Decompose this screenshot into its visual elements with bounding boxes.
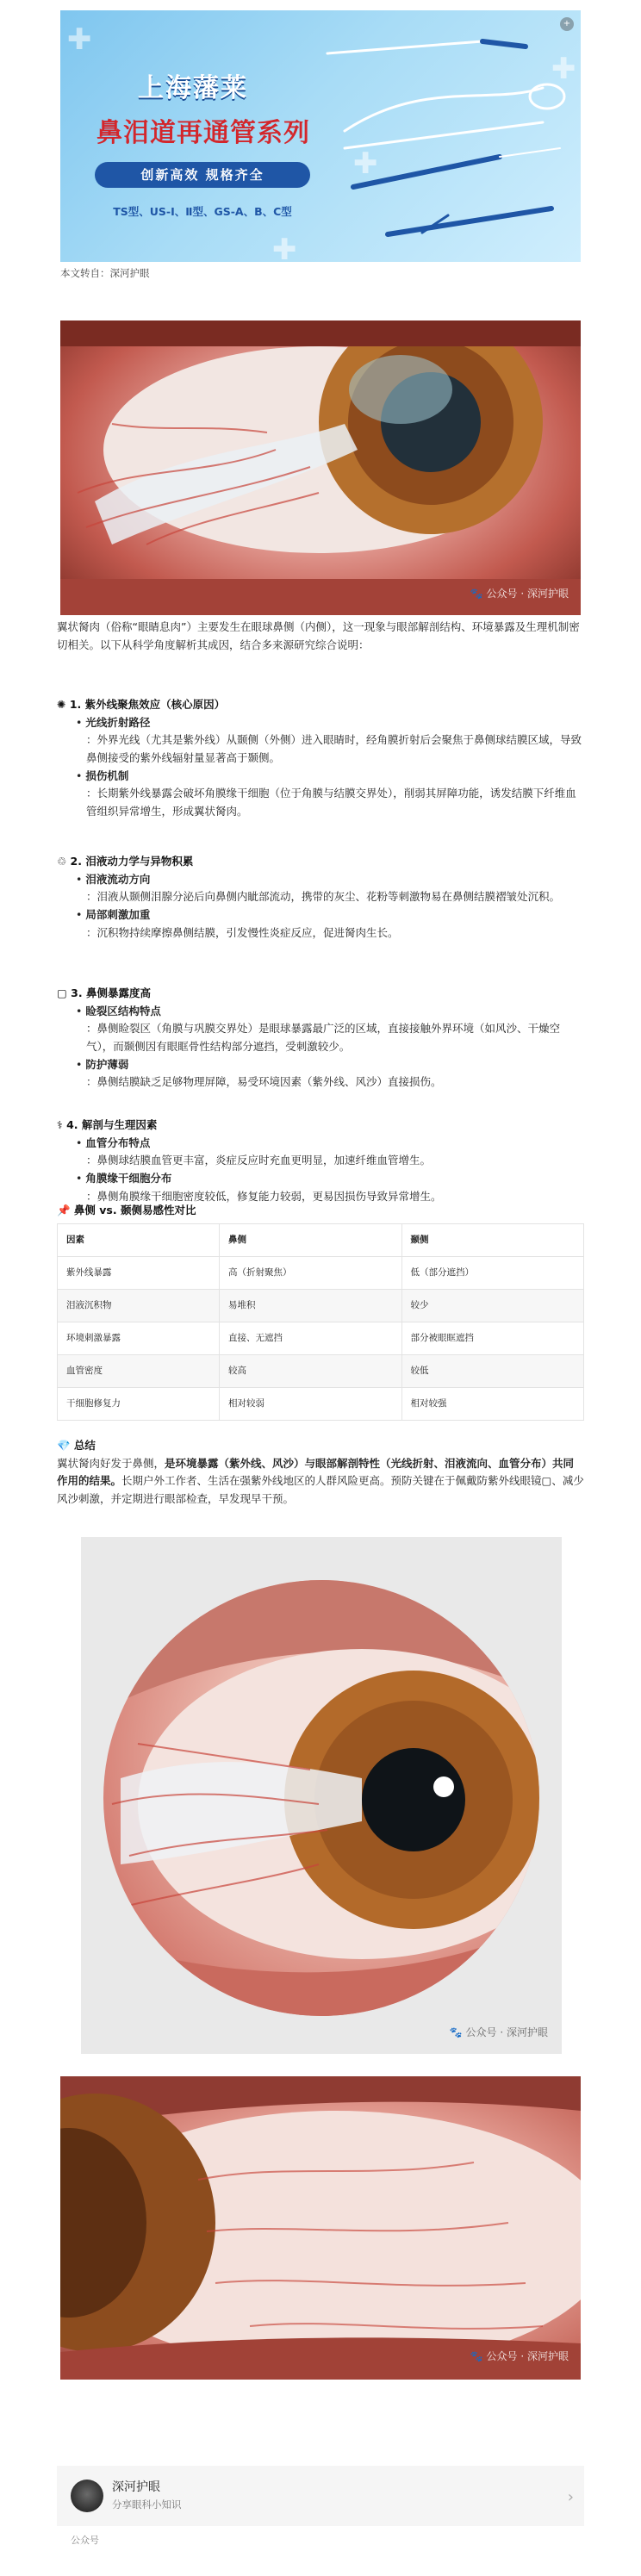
- section-4-item-title: 血管分布特点: [85, 1136, 151, 1149]
- table-cell: 高（折射聚焦）: [220, 1257, 402, 1290]
- section-1-item-title: 光线折射路径: [85, 715, 151, 729]
- section-1-item: • 光线折射路径: [76, 715, 151, 729]
- watermark-label: 🐾 公众号 · 深河护眼: [449, 2026, 548, 2039]
- table-header-cell: 因素: [58, 1224, 220, 1257]
- table-row: [58, 1322, 584, 1355]
- banner-tagline: 创新高效 规格齐全: [95, 162, 310, 188]
- eye-illustration: [103, 1580, 539, 2016]
- summary-text-b: 长期户外工作者、生活在强紫外线地区的人群风险更高。预防关键在于佩戴防紫外线眼镜▢、减少风沙刺激，并定期进行眼部检查，早发现早干预。: [57, 1474, 584, 1505]
- author-description: 分享眼科小知识: [112, 2498, 182, 2511]
- compare-heading: 📌 鼻侧 vs. 颞侧易感性对比: [57, 1204, 196, 1216]
- cross-decoration-icon: ✚: [551, 52, 576, 86]
- table-cell: 相对较强: [401, 1388, 584, 1421]
- table-cell: 泪液沉积物: [58, 1290, 220, 1322]
- table-row: [58, 1388, 584, 1421]
- summary-text-bold: 是环境暴露（紫外线、风沙）与眼部解剖特性（光线折射、泪液流向、血管分布）共同作用的结果。: [57, 1456, 575, 1488]
- eye-photo-pterygium: [60, 320, 581, 615]
- eye-photo-closeup: [60, 2076, 581, 2380]
- section-4-item: • 角膜缘干细胞分布: [76, 1171, 172, 1185]
- table-cell: 相对较弱: [220, 1388, 402, 1421]
- banner-series-title: 鼻泪道再通管系列: [96, 118, 310, 148]
- section-3-heading: ▢ 3. 鼻侧暴露度高: [57, 986, 151, 999]
- section-1-item: • 损伤机制: [76, 768, 129, 782]
- cross-decoration-icon: ✚: [353, 146, 378, 181]
- table-cell: 紫外线暴露: [58, 1257, 220, 1290]
- section-4-heading: ⚕ 4. 解剖与生理因素: [57, 1118, 158, 1131]
- footer-label: 公众号: [71, 2535, 99, 2546]
- section-4-item-text: ：鼻侧角膜缘干细胞密度较低，修复能力较弱，更易因损伤导致异常增生。: [86, 1189, 442, 1203]
- table-cell: 较少: [401, 1290, 584, 1322]
- section-3-item: • 防护薄弱: [76, 1057, 129, 1071]
- table-cell: 干细胞修复力: [58, 1388, 220, 1421]
- section-2: [57, 853, 584, 942]
- summary-text-a: 翼状胬肉好发于鼻侧，: [57, 1456, 165, 1470]
- section-2-item: • 局部刺激加重: [76, 907, 151, 921]
- eye-photo-circular: [81, 1537, 562, 2054]
- intro-paragraph: 翼状胬肉（俗称“眼睛息肉”）主要发生在眼球鼻侧（内侧），这一现象与眼部解剖结构、环境暴露及生理机制密切相关。以下从科学角度解析其成因，结合多来源研究综合说明：: [57, 620, 580, 651]
- section-2-heading: ♲ 2. 泪液动力学与异物积累: [57, 855, 194, 868]
- section-1: [57, 696, 584, 820]
- author-name[interactable]: 深河护眼: [112, 2480, 160, 2494]
- watermark-label: 🐾 公众号 · 深河护眼: [470, 2350, 569, 2363]
- section-4-item-text: ：鼻侧球结膜血管更丰富，炎症反应时充血更明显，加速纤维血管增生。: [86, 1154, 432, 1167]
- table-cell: 易堆积: [220, 1290, 402, 1322]
- banner-brand: 上海藩莱: [138, 73, 248, 103]
- author-card[interactable]: [57, 2466, 584, 2526]
- section-3-item: • 睑裂区结构特点: [76, 1004, 161, 1017]
- summary: [57, 1437, 584, 1509]
- section-4: [57, 1117, 584, 1205]
- section-2-item-text: ：沉积物持续摩擦鼻侧结膜，引发慢性炎症反应，促进胬肉生长。: [86, 925, 399, 939]
- summary-heading: 💎 总结: [57, 1439, 96, 1452]
- section-1-heading: ✺ 1. 紫外线聚焦效应（核心原因）: [57, 698, 226, 711]
- table-header-cell: 颞侧: [401, 1224, 584, 1257]
- table-cell: 环境刺激暴露: [58, 1322, 220, 1355]
- ad-banner[interactable]: [60, 10, 581, 262]
- table-row: [58, 1290, 584, 1322]
- avatar[interactable]: [71, 2480, 103, 2512]
- eye-illustration: [60, 320, 581, 615]
- section-1-item-text: ：长期紫外线暴露会破坏角膜缘干细胞（位于角膜与结膜交界处），削弱其屏障功能，诱发结膜下纤维血管组织异常增生，形成翼状胬肉。: [86, 787, 576, 818]
- table-cell: 较低: [401, 1355, 584, 1388]
- table-cell: 血管密度: [58, 1355, 220, 1388]
- source-note: 本文转自：深河护眼: [60, 267, 150, 279]
- summary-text: [57, 1455, 584, 1509]
- section-1-item-title: 损伤机制: [85, 768, 129, 782]
- section-1-item-text: ：外界光线（尤其是紫外线）从颞侧（外侧）进入眼睛时，经角膜折射后会聚焦于鼻侧球结膜区域，导致鼻侧接受的紫外线辐射量显著高于颞侧。: [86, 733, 582, 764]
- section-4-item-title: 角膜缘干细胞分布: [85, 1171, 172, 1185]
- section-2-item-title: 局部刺激加重: [85, 907, 151, 921]
- cross-decoration-icon: ✚: [67, 22, 92, 57]
- section-3-item-title: 防护薄弱: [85, 1057, 129, 1071]
- table-row: [58, 1355, 584, 1388]
- section-2-item-text: ：泪液从颞侧泪腺分泌后向鼻侧内眦部流动，携带的灰尘、花粉等刺激物易在鼻侧结膜褶皱处沉积。: [86, 890, 561, 904]
- table-cell: 部分被眼眶遮挡: [401, 1322, 584, 1355]
- section-4-item: • 血管分布特点: [76, 1136, 151, 1149]
- section-3-item-text: ：鼻侧结膜缺乏足够物理屏障，易受环境因素（紫外线、风沙）直接损伤。: [86, 1075, 442, 1089]
- table-cell: 低（部分遮挡）: [401, 1257, 584, 1290]
- table-header-row: [58, 1224, 584, 1257]
- eye-illustration: [60, 2076, 581, 2380]
- table-row: [58, 1257, 584, 1290]
- section-2-item-title: 泪液流动方向: [85, 872, 151, 886]
- section-2-item: • 泪液流动方向: [76, 872, 151, 886]
- catheter-illustration-icon: [319, 28, 577, 252]
- ad-badge-icon[interactable]: +: [560, 17, 574, 31]
- table-header-cell: 鼻侧: [220, 1224, 402, 1257]
- table-cell: 较高: [220, 1355, 402, 1388]
- watermark-label: 🐾 公众号 · 深河护眼: [470, 588, 569, 600]
- cross-decoration-icon: ✚: [272, 233, 297, 262]
- eye-disc: [103, 1580, 539, 2016]
- table-cell: 直接、无遮挡: [220, 1322, 402, 1355]
- banner-models: TS型、US-Ⅰ、Ⅱ型、GS-A、B、C型: [113, 205, 292, 218]
- comparison-table: [57, 1223, 584, 1421]
- section-3-item-title: 睑裂区结构特点: [85, 1004, 161, 1017]
- section-3: [57, 985, 584, 1092]
- section-3-item-text: ：鼻侧睑裂区（角膜与巩膜交界处）是眼球暴露最广泛的区域，直接接触外界环境（如风沙、干燥空气），而颞侧因有眼眶骨性结构部分遮挡，受刺激较少。: [86, 1022, 561, 1053]
- chevron-right-icon[interactable]: ›: [567, 2488, 574, 2506]
